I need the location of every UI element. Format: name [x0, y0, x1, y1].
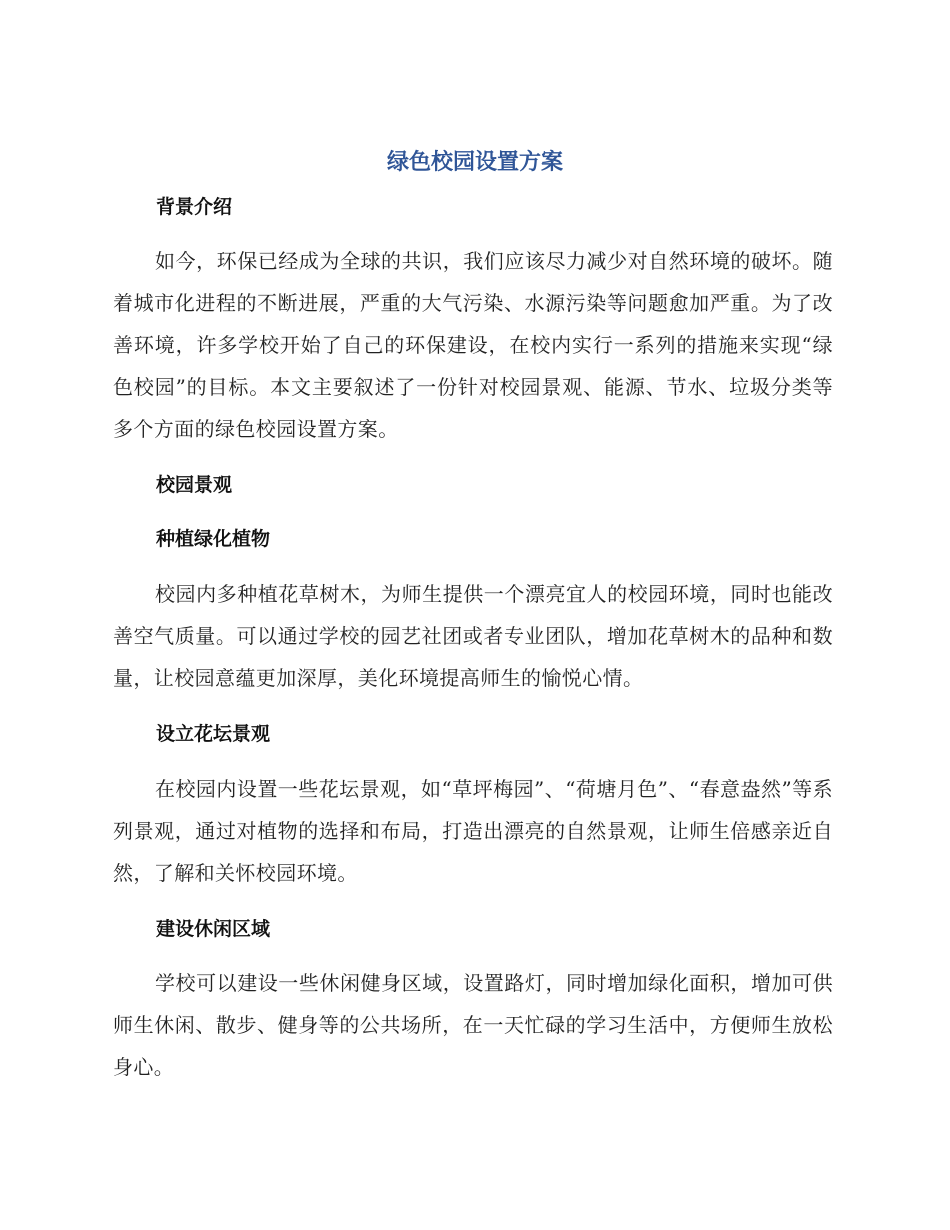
- section-heading-flower-beds: 设立花坛景观: [156, 723, 271, 745]
- section-paragraph-background: 如今，环保已经成为全球的共识，我们应该尽力减少对自然环境的破坏。随着城市化进程的不断进展，严重的大气污染、水源污染等问题愈加严重。为了改善环境，许多学校开始了自己的环保建设，在校内实行一系列的措施来实现“绿色校园”的目标。本文主要叙述了一份针对校园景观、能源、节水、垃圾分类等多个方面的绿色校园设置方案。: [113, 249, 833, 441]
- section-heading-planting: 种植绿化植物: [156, 528, 271, 550]
- section-paragraph-flower-beds: 在校园内设置一些花坛景观，如“草坪梅园”、“荷塘月色”、“春意盎然”等系列景观，通过对植物的选择和布局，打造出漂亮的自然景观，让师生倍感亲近自然，了解和关怀校园环境。: [113, 777, 833, 885]
- section-paragraph-leisure-area: 学校可以建设一些休闲健身区域，设置路灯，同时增加绿化面积，增加可供师生休闲、散步、健身等的公共场所，在一天忙碌的学习生活中，方便师生放松身心。: [113, 971, 833, 1079]
- section-paragraph-planting: 校园内多种植花草树木，为师生提供一个漂亮宜人的校园环境，同时也能改善空气质量。可以通过学校的园艺社团或者专业团队，增加花草树木的品种和数量，让校园意蕴更加深厚，美化环境提高师生的愉悦心情。: [113, 582, 833, 690]
- section-heading-background: 背景介绍: [156, 196, 233, 218]
- document-title: 绿色校园设置方案: [386, 150, 563, 175]
- section-heading-campus-landscape: 校园景观: [156, 474, 233, 496]
- section-heading-leisure-area: 建设休闲区域: [156, 918, 271, 940]
